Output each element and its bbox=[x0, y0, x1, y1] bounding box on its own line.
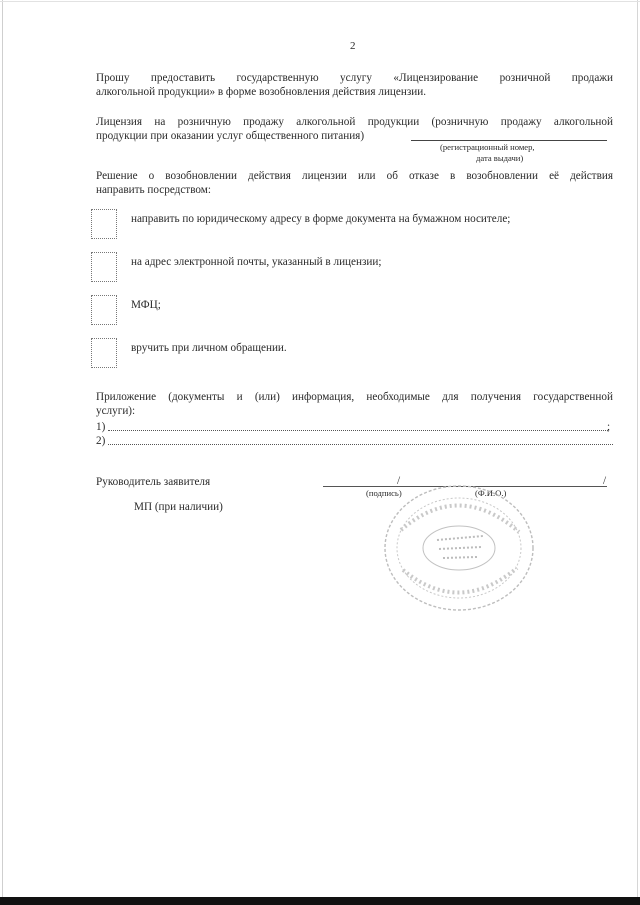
slash-separator-2: / bbox=[603, 475, 607, 487]
option-checkbox-paper[interactable] bbox=[91, 209, 117, 239]
option-label-personal: вручить при личном обращении. bbox=[131, 342, 287, 354]
attachment-item-1-number: 1) bbox=[96, 421, 106, 433]
attachment-item-2-number: 2) bbox=[96, 435, 106, 447]
license-note-2: дата выдачи) bbox=[476, 153, 524, 163]
license-note-1: (регистрационный номер, bbox=[440, 142, 535, 152]
scan-edge-bottom bbox=[0, 897, 640, 905]
option-label-mfc: МФЦ; bbox=[131, 299, 161, 311]
attachment-item-2-field[interactable] bbox=[108, 444, 613, 445]
seal-label: МП (при наличии) bbox=[134, 501, 223, 513]
scan-edge-top bbox=[0, 1, 640, 2]
attachment-line-2: услуги): bbox=[96, 405, 136, 417]
registration-number-field[interactable] bbox=[411, 140, 607, 141]
decision-line-2: направить посредством: bbox=[96, 184, 211, 196]
option-checkbox-mfc[interactable] bbox=[91, 295, 117, 325]
option-checkbox-email[interactable] bbox=[91, 252, 117, 282]
request-line-1: Прошу предоставить государственную услугу «Лицензирование розничной продажи bbox=[96, 72, 613, 84]
scan-edge-right bbox=[637, 0, 638, 905]
signature-note: (подпись) bbox=[366, 488, 402, 498]
option-checkbox-personal[interactable] bbox=[91, 338, 117, 368]
round-seal-stamp bbox=[373, 470, 543, 620]
attachment-item-1-field[interactable] bbox=[108, 430, 608, 431]
attachment-line-1: Приложение (документы и (или) информация, необходимые для получения государственной bbox=[96, 391, 613, 403]
slash-separator-1: / bbox=[397, 475, 401, 487]
scan-edge-left bbox=[2, 0, 3, 905]
option-label-email: на адрес электронной почты, указанный в лицензии; bbox=[131, 256, 382, 268]
license-line-2: продукции при оказании услуг общественного питания) bbox=[96, 130, 365, 142]
head-label: Руководитель заявителя bbox=[96, 476, 211, 488]
request-line-2: алкогольной продукции» в форме возобновления действия лицензии. bbox=[96, 86, 427, 98]
attachment-semicolon: ; bbox=[607, 421, 611, 433]
license-line-1: Лицензия на розничную продажу алкогольной продукции (розничную продажу алкогольной bbox=[96, 116, 613, 128]
page-number: 2 bbox=[350, 40, 356, 52]
option-label-paper: направить по юридическому адресу в форме документа на бумажном носителе; bbox=[131, 213, 511, 225]
decision-line-1: Решение о возобновлении действия лицензии или об отказе в возобновлении её действия bbox=[96, 170, 613, 182]
fio-note: (Ф.И.О.) bbox=[475, 488, 507, 498]
